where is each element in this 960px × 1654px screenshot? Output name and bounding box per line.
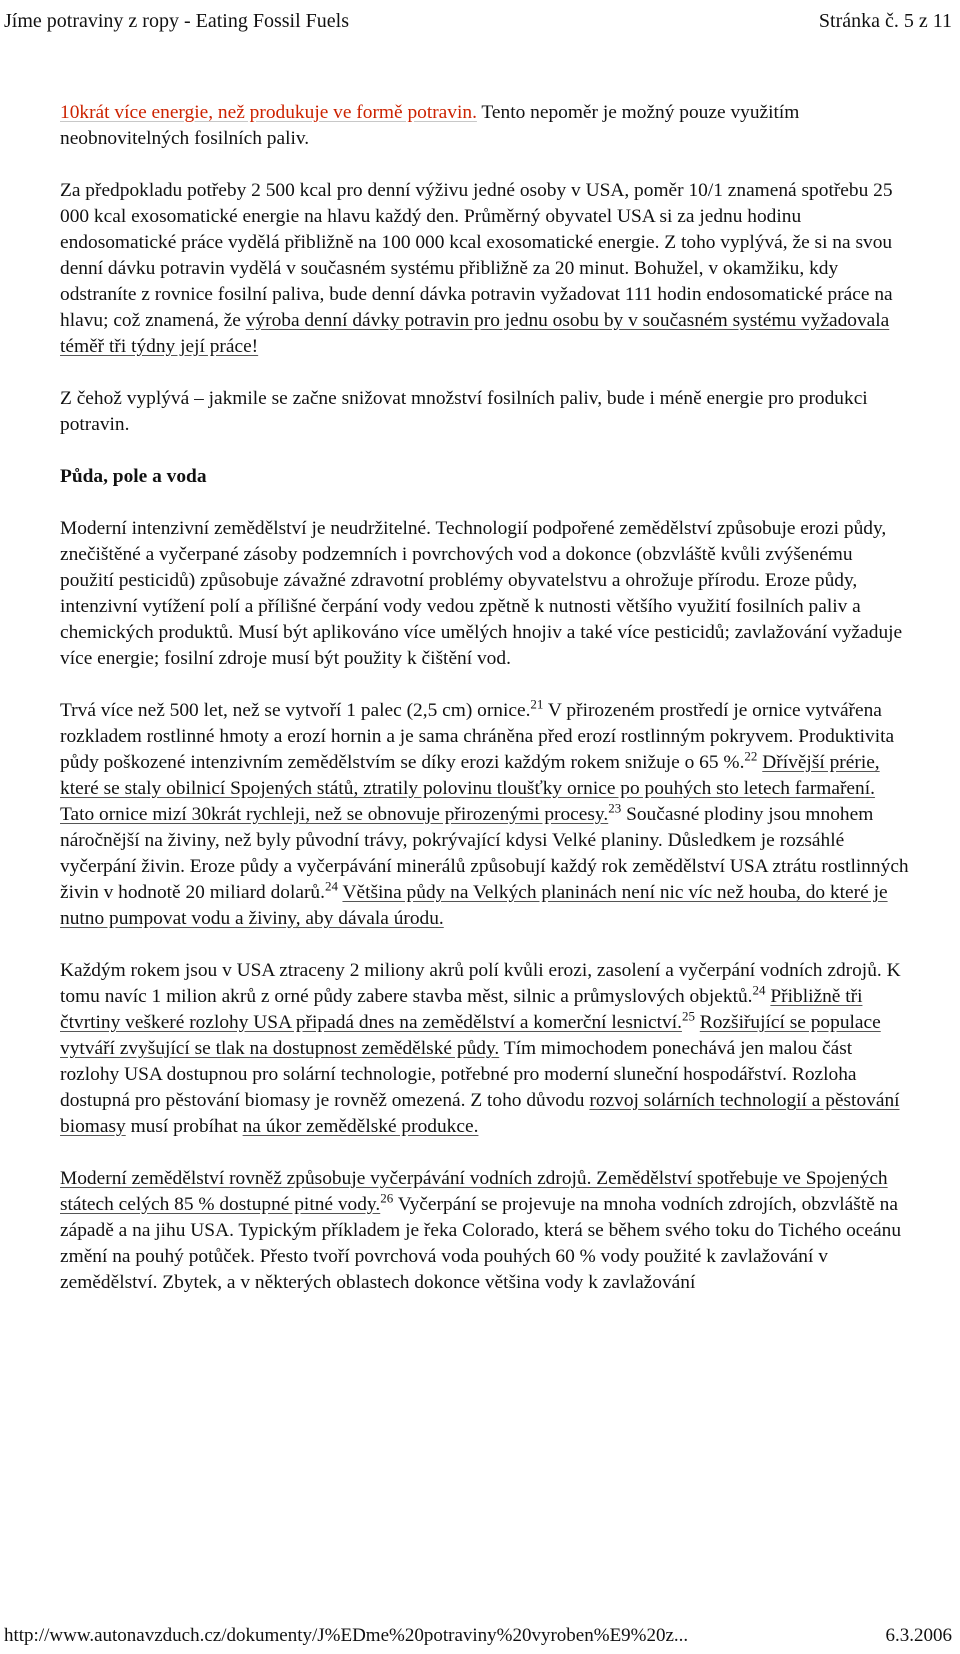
underlined-text: rozvoj solárních technologií a pěstování biomasy [60,1090,900,1137]
paragraph-text: V přirozeném prostředí je ornice vytvářena rozkladem rostlinné hmoty a erozí hornin a je sama chráněna před erozí rostlinným pokryvem. Produktivita půdy poškozené intenzivním zemědělstvím se díky erozi každým rokem snižuje o 65 %. [60,700,895,773]
paragraph-text: Tento nepoměr je možný pouze využitím neobnovitelných fosilních paliv. [60,102,800,149]
source-url: http://www.autonavzduch.cz/dokumenty/J%EDme%20potraviny%20vyroben%E9%20z... [4,1625,689,1646]
paragraph-text: Vyčerpání se projevuje na mnoha vodních zdrojích, obzvláště na západě a na jihu USA. Typickým příkladem je řeka Colorado, která se během svého toku do Tichého oceánu změní na pouhý potůček. Přesto tvoří povrchová voda pouhých 60 % vody použité k zavlažování v zemědělství. Zbytek, a v některých oblastech dokonce většina vody k zavlažování [60,1194,902,1293]
paragraph-text: Současné plodiny jsou mnohem náročnější na živiny, než byly původní trávy, pokrývající kdysi Velké planiny. Důsledkem je rozsáhlé vyčerpání živin. Eroze půdy a vyčerpávání minerálů způsobují každý rok zemědělství USA ztrátu rostlinných živin v hodnotě 20 miliard dolarů. [60,804,909,903]
underlined-text: Rozšiřující se populace vytváří zvyšující se tlak na dostupnost zemědělské půdy. [60,1012,881,1059]
paragraph-1 [60,100,910,152]
underlined-text: Většina půdy na Velkých planinách není nic víc než houba, do které je nutno pumpovat vodu a živiny, aby dávala úrodu. [60,882,888,929]
paragraph-7 [60,1166,910,1296]
footnote-ref: 26 [380,1190,394,1206]
paragraph-text: Tím mimochodem ponechává jen malou část rozlohy USA dostupnou pro solární technologie, potřebné pro moderní sluneční hospodářství. Rozloha dostupná pro pěstování biomasy je rovněž omezená. Z toho důvodu [60,1038,857,1111]
highlighted-link[interactable]: 10krát více energie, než produkuje ve formě potravin. [60,102,477,123]
print-date: 6.3.2006 [885,1625,952,1646]
footnote-ref: 21 [530,696,544,712]
page-footer [4,1622,952,1650]
underlined-text: Moderní zemědělství rovněž způsobuje vyčerpávání vodních zdrojů. Zemědělství spotřebuje ve Spojených státech celých 85 % dostupné pitné vody. [60,1168,888,1215]
paragraph-6 [60,958,910,1140]
paragraph-text: Trvá více než 500 let, než se vytvoří 1 palec (2,5 cm) ornice. [60,700,531,721]
paragraph-5 [60,698,910,932]
paragraph-text: Za předpokladu potřeby 2 500 kcal pro denní výživu jedné osoby v USA, poměr 10/1 znamená spotřebu 25 000 kcal exosomatické energie na hlavu každý den. Průměrný obyvatel USA si za jednu hodinu endosomatické práce vydělá přibližně na 100 000 kcal exosomatické energie. Z toho vyplývá, že si na svou denní dávku potravin vydělá v současném systému přibližně za 20 minut. Bohužel, v okamžiku, kdy odstraníte z rovnice fosilní paliva, bude denní dávka potravin vyžadovat 111 hodin endosomatické práce na hlavu; což znamená, že [60,180,893,331]
section-heading: Půda, pole a voda [60,466,207,487]
footnote-ref: 25 [681,1008,695,1024]
footnote-ref: 22 [744,748,758,764]
page-number: Stránka č. 5 z 11 [818,10,952,32]
footnote-ref: 24 [752,982,766,998]
footnote-ref: 23 [608,800,622,816]
footnote-ref: 24 [324,878,338,894]
paragraph-2 [60,178,910,360]
underlined-text: Přibližně tři čtvrtiny veškeré rozlohy USA připadá dnes na zemědělství a komerční lesnictví. [60,986,863,1033]
article-body [60,100,910,1322]
paragraph-3: Z čehož vyplývá – jakmile se začne snižovat množství fosilních paliv, bude i méně energie pro produkci potravin. [60,388,868,435]
paragraph-4: Moderní intenzivní zemědělství je neudržitelné. Technologií podpořené zemědělství způsobuje erozi půdy, znečištěné a vyčerpané zásoby podzemních i povrchových vod a dokonce (obzvláště kvůli zvýšenému použití pesticidů) způsobuje závažné zdravotní problémy obyvatelstvu a ohrožuje přírodu. Eroze půdy, intenzivní vytížení polí a přílišné čerpání vody vedou zpětně k nutnosti většího využití fosilních paliv a chemických produktů. Musí být aplikováno více umělých hnojiv a také více pesticidů; zavlažování vyžaduje více energie; fosilní zdroje musí být použity k čištění vod. [60,518,903,669]
underlined-text: výroba denní dávky potravin pro jednu osobu by v současném systému vyžadovala téměř tři týdny její práce! [60,310,890,357]
document-title: Jíme potraviny z ropy - Eating Fossil Fuels [4,10,349,32]
underlined-text: na úkor zemědělské produkce. [242,1116,479,1137]
underlined-text: Dřívější prérie, které se staly obilnicí Spojených států, ztratily polovinu tloušťky ornice po pouhých sto letech farmaření. Tato ornice mizí 30krát rychleji, než se obnovuje přirozenými procesy. [60,752,880,825]
page-header [4,6,952,36]
paragraph-text: Každým rokem jsou v USA ztraceny 2 miliony akrů polí kvůli erozi, zasolení a vyčerpání vodních zdrojů. K tomu navíc 1 milion akrů z orné půdy zabere stavba měst, silnic a průmyslových objektů. [60,960,901,1007]
paragraph-text: musí probíhat [125,1116,243,1137]
